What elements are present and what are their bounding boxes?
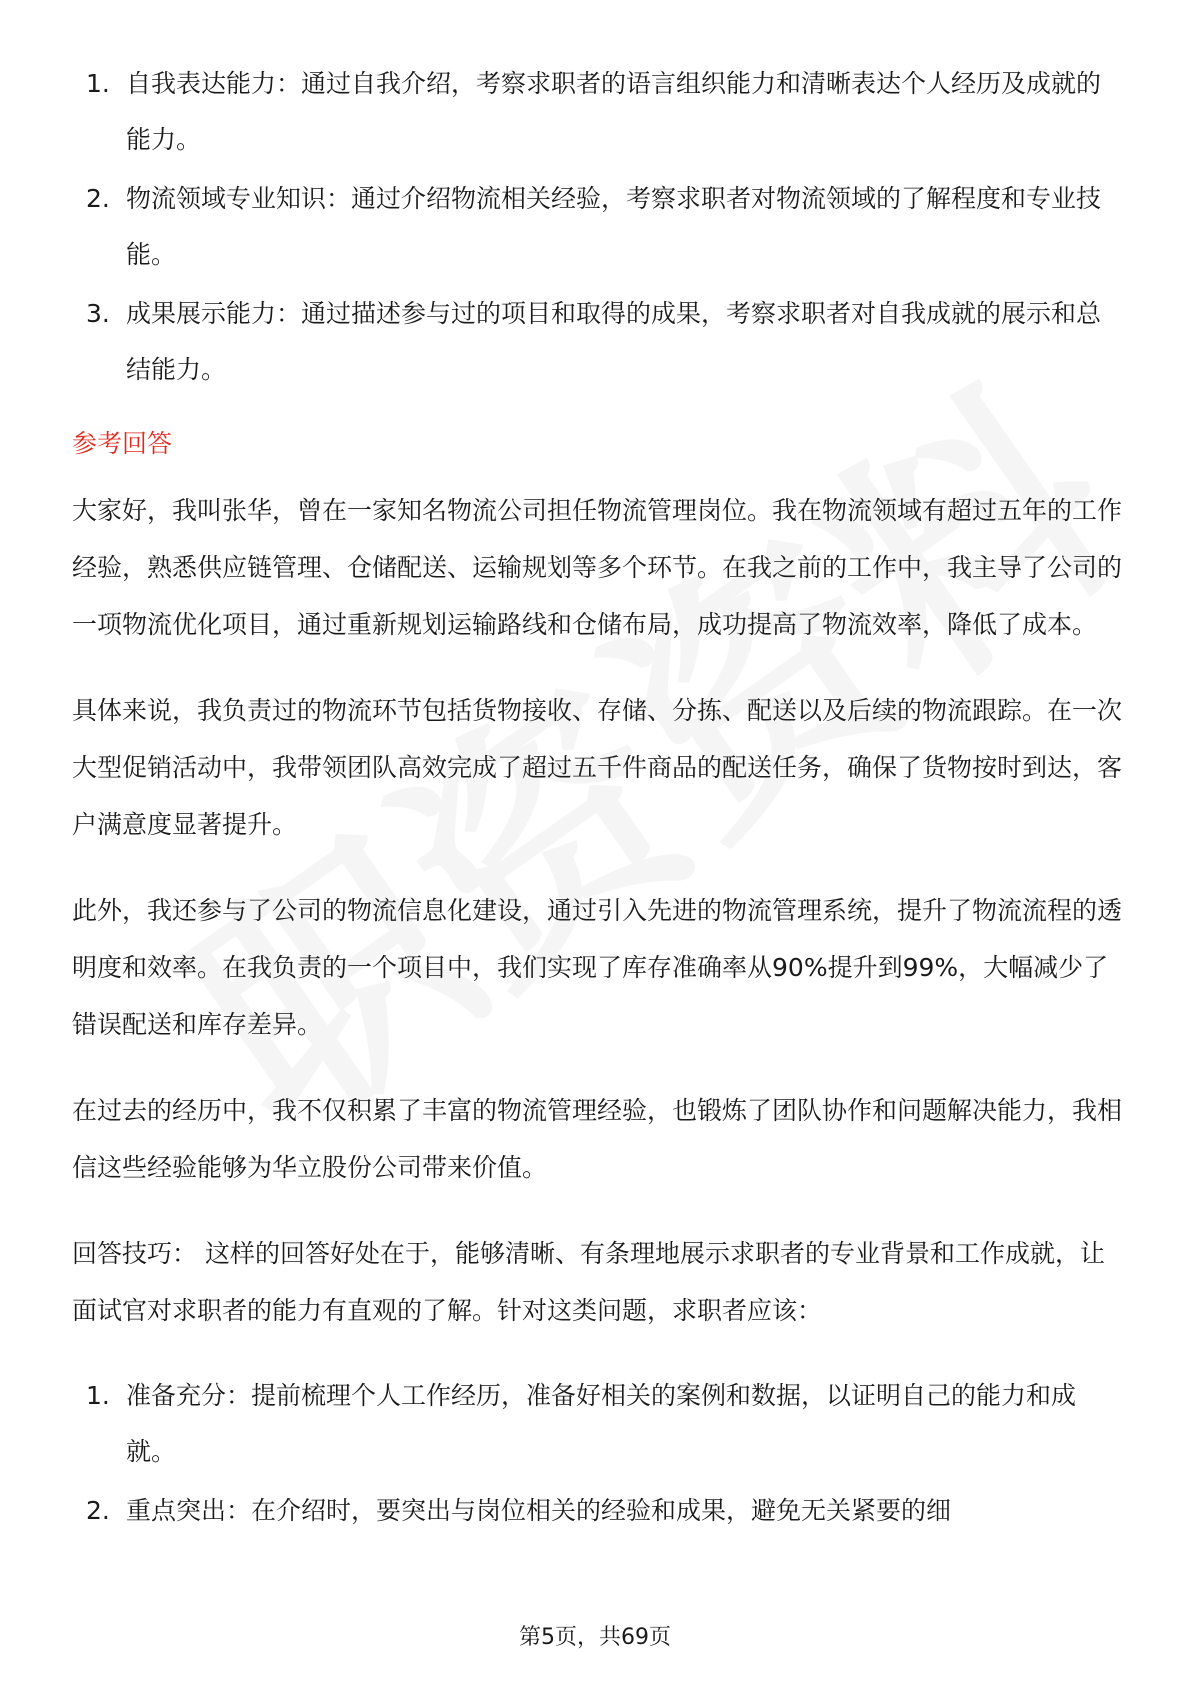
paragraph: 具体来说，我负责过的物流环节包括货物接收、存储、分拣、配送以及后续的物流跟踪。在一次大型促销活动中，我带领团队高效完成了超过五千件商品的配送任务，确保了货物按时到达，客户满意度显著提升。 [72,696,1123,839]
paragraph: 大家好，我叫张华，曾在一家知名物流公司担任物流管理岗位。我在物流领域有超过五年的工作经验，熟悉供应链管理、仓储配送、运输规划等多个环节。在我之前的工作中，我主导了公司的一项物流优化项目，通过重新规划运输路线和仓储布局，成功提高了物流效率，降低了成本。 [72,496,1123,639]
list-number: 1. [86,1381,110,1410]
list-number: 1. [86,69,110,98]
paragraph: 在过去的经历中，我不仅积累了丰富的物流管理经验，也锻炼了团队协作和问题解决能力，我相信这些经验能够为华立股份公司带来价值。 [72,1096,1123,1182]
reference-answer-heading: 参考回答 [72,429,173,458]
list-text: 成果展示能力：通过描述参与过的项目和取得的成果，考察求职者对自我成就的展示和总结能力。 [126,299,1102,384]
list-number: 2. [86,184,110,213]
list-number: 3. [86,299,110,328]
list-item [72,1368,1122,1480]
list-item [72,1483,1122,1539]
list-item [72,56,1122,168]
list-text: 自我表达能力：通过自我介绍，考察求职者的语言组织能力和清晰表达个人经历及成就的能力。 [126,69,1102,154]
list-item [72,286,1122,398]
page-footer: 第5页，共69页 [519,1625,671,1650]
list-text: 物流领域专业知识：通过介绍物流相关经验，考察求职者对物流领域的了解程度和专业技能。 [126,184,1102,269]
list-number: 2. [86,1496,110,1525]
list-item [72,171,1122,283]
list-text: 准备充分：提前梳理个人工作经历，准备好相关的案例和数据，以证明自己的能力和成就。 [126,1381,1077,1466]
list-text: 重点突出：在介绍时，要突出与岗位相关的经验和成果，避免无关紧要的细 [126,1496,952,1525]
answer-tips-paragraph: 回答技巧： 这样的回答好处在于，能够清晰、有条理地展示求职者的专业背景和工作成就，让面试官对求职者的能力有直观的了解。针对这类问题，求职者应该： [72,1239,1105,1325]
paragraph: 此外，我还参与了公司的物流信息化建设，通过引入先进的物流管理系统，提升了物流流程的透明度和效率。在我负责的一个项目中，我们实现了库存准确率从90%提升到99%，大幅减少了错误配送和库存差异。 [72,896,1123,1039]
tips-list [72,1368,1122,1539]
evaluation-points-list [72,56,1122,398]
document-body [72,56,1122,1542]
